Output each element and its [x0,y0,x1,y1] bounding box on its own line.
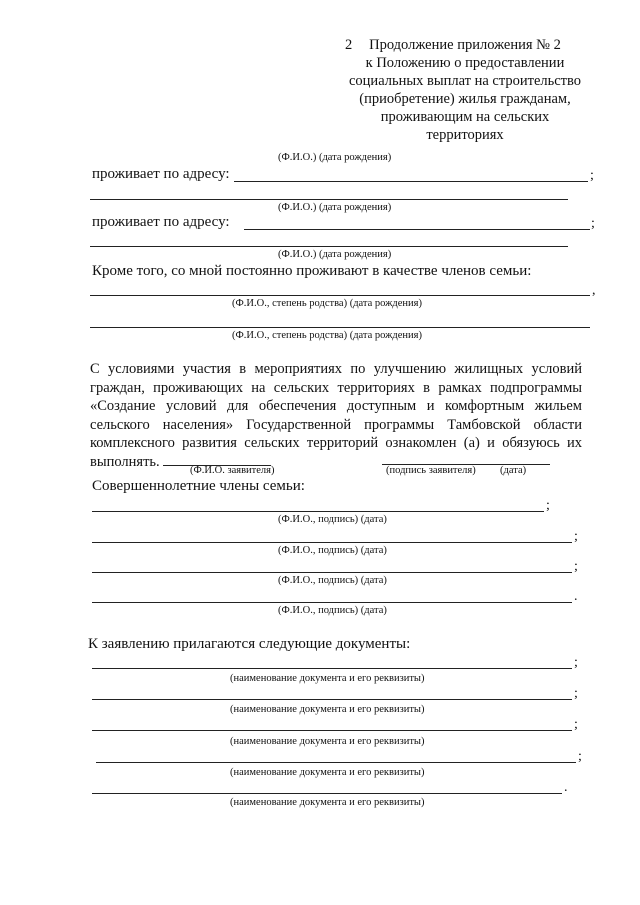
semicolon: ; [591,216,595,231]
header-line-5: проживающим на сельских [380,109,550,125]
also-living-label: Кроме того, со мной постоянно проживают в качестве членов семьи: [92,263,532,279]
lives-at-label-1: проживает по адресу: [92,166,230,182]
appendix-header [340,36,590,144]
semicolon: ; [574,686,578,701]
header-line-3: социальных выплат на строительство [348,73,582,89]
caption-fio-sign-date-2: (Ф.И.О., подпись) (дата) [278,545,387,556]
period: . [564,780,568,795]
semicolon: ; [546,498,550,513]
caption-fio-birth-2: (Ф.И.О.) (дата рождения) [278,202,392,213]
header-line-4: (приобретение) жилья гражданам, [359,91,571,107]
consent-paragraph [90,360,582,472]
document-field-1[interactable] [92,668,572,669]
caption-fio-sign-date-1: (Ф.И.О., подпись) (дата) [278,514,387,525]
caption-date: (дата) [500,465,527,476]
adult-member-field-1[interactable] [92,511,544,512]
adult-members-label: Совершеннолетние члены семьи: [92,478,305,494]
fio-field-2[interactable] [90,199,568,200]
caption-fio-applicant: (Ф.И.О. заявителя) [190,465,275,476]
caption-doc-2: (наименование документа и его реквизиты) [230,704,425,715]
address-field-2[interactable] [244,229,590,230]
family-member-field-1[interactable] [90,295,590,296]
caption-kin-1: (Ф.И.О., степень родства) (дата рождения) [232,298,422,309]
address-field-1[interactable] [234,181,588,182]
semicolon: ; [574,717,578,732]
attached-docs-label: К заявлению прилагаются следующие документы: [88,636,411,652]
document-field-3[interactable] [92,730,572,731]
semicolon: ; [574,529,578,544]
caption-fio-birth-1: (Ф.И.О.) (дата рождения) [278,152,392,163]
comma: , [592,283,596,298]
semicolon: ; [574,559,578,574]
page-number: 2 [345,37,353,53]
semicolon: ; [574,655,578,670]
header-line-1: Продолжение приложения № 2 [369,37,561,53]
header-line-2: к Положению о предоставлении [365,55,565,71]
fio-field-3[interactable] [90,246,568,247]
semicolon: ; [578,749,582,764]
document-field-2[interactable] [92,699,572,700]
adult-member-field-3[interactable] [92,572,572,573]
consent-text: С условиями участия в мероприятиях по улучшению жилищных условий граждан, проживающих на сельских территориях в рамках подпрограммы «Создание условий для обеспечения доступным и комфортным жильем сельского населения» Государственной программы Тамбовской области комплексного развития сельских территорий ознакомлен (а) и обязуюсь их выполнять. [90,361,582,470]
period: . [574,589,578,604]
caption-doc-3: (наименование документа и его реквизиты) [230,736,425,747]
caption-fio-sign-date-3: (Ф.И.О., подпись) (дата) [278,575,387,586]
caption-doc-4: (наименование документа и его реквизиты) [230,767,425,778]
caption-kin-2: (Ф.И.О., степень родства) (дата рождения) [232,330,422,341]
lives-at-label-2: проживает по адресу: [92,214,230,230]
caption-doc-5: (наименование документа и его реквизиты) [230,797,425,808]
adult-member-field-4[interactable] [92,602,572,603]
caption-fio-birth-3: (Ф.И.О.) (дата рождения) [278,249,392,260]
family-member-field-2[interactable] [90,327,590,328]
semicolon: ; [590,168,594,183]
adult-member-field-2[interactable] [92,542,572,543]
caption-sign-applicant: (подпись заявителя) [386,465,476,476]
header-line-6: территориях [426,127,504,143]
caption-doc-1: (наименование документа и его реквизиты) [230,673,425,684]
document-field-5[interactable] [92,793,562,794]
document-field-4[interactable] [96,762,576,763]
caption-fio-sign-date-4: (Ф.И.О., подпись) (дата) [278,605,387,616]
